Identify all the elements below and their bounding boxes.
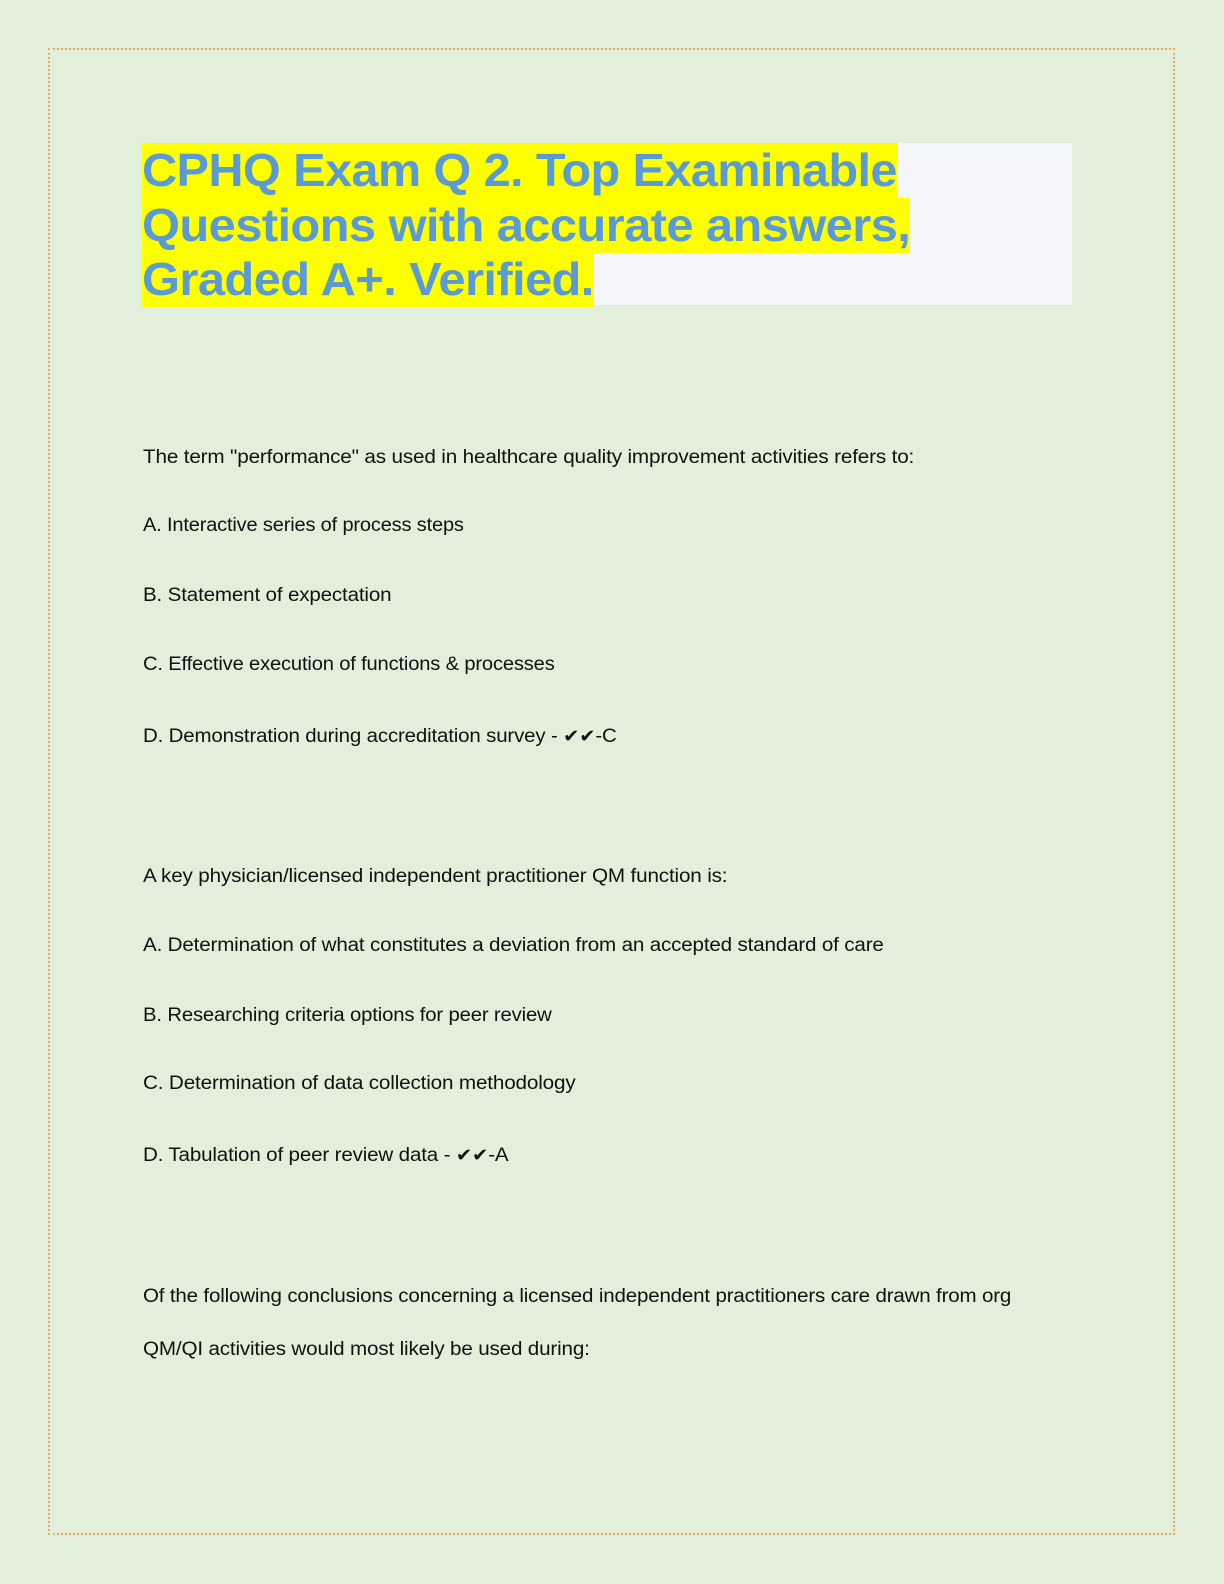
title-line-3: Graded A+. Verified. xyxy=(142,253,594,305)
question-1-option-c: C. Effective execution of functions & processes xyxy=(143,654,555,675)
question-2-option-d xyxy=(143,1144,508,1168)
question-2-answer: -A xyxy=(488,1145,509,1166)
question-2-option-d-text: D. Tabulation of peer review data - xyxy=(143,1145,456,1166)
question-1-option-b: B. Statement of expectation xyxy=(143,585,392,606)
title-line-2: Questions with accurate answers, xyxy=(142,199,911,251)
question-2-option-a: A. Determination of what constitutes a deviation from an accepted standard of care xyxy=(143,935,884,956)
check-mark-icon: ✔✔ xyxy=(563,726,596,747)
question-3-stem-line-1: Of the following conclusions concerning a licensed independent practitioners care drawn from org xyxy=(143,1286,1012,1307)
question-1-stem: The term "performance" as used in healthcare quality improvement activities refers to: xyxy=(143,447,915,468)
check-mark-icon: ✔✔ xyxy=(455,1145,489,1166)
question-1-option-a: A. Interactive series of process steps xyxy=(143,515,464,536)
question-1-option-d-text: D. Demonstration during accreditation survey - xyxy=(143,726,564,747)
question-1-answer: -C xyxy=(595,726,617,747)
question-1-option-d xyxy=(143,725,617,749)
document-title xyxy=(142,143,1072,305)
question-2-stem: A key physician/licensed independent practitioner QM function is: xyxy=(143,866,728,887)
question-3-stem-line-2: QM/QI activities would most likely be used during: xyxy=(143,1339,590,1360)
question-2-option-c: C. Determination of data collection methodology xyxy=(143,1073,576,1094)
title-line-1: CPHQ Exam Q 2. Top Examinable xyxy=(142,144,897,196)
question-2-option-b: B. Researching criteria options for peer review xyxy=(143,1005,552,1026)
